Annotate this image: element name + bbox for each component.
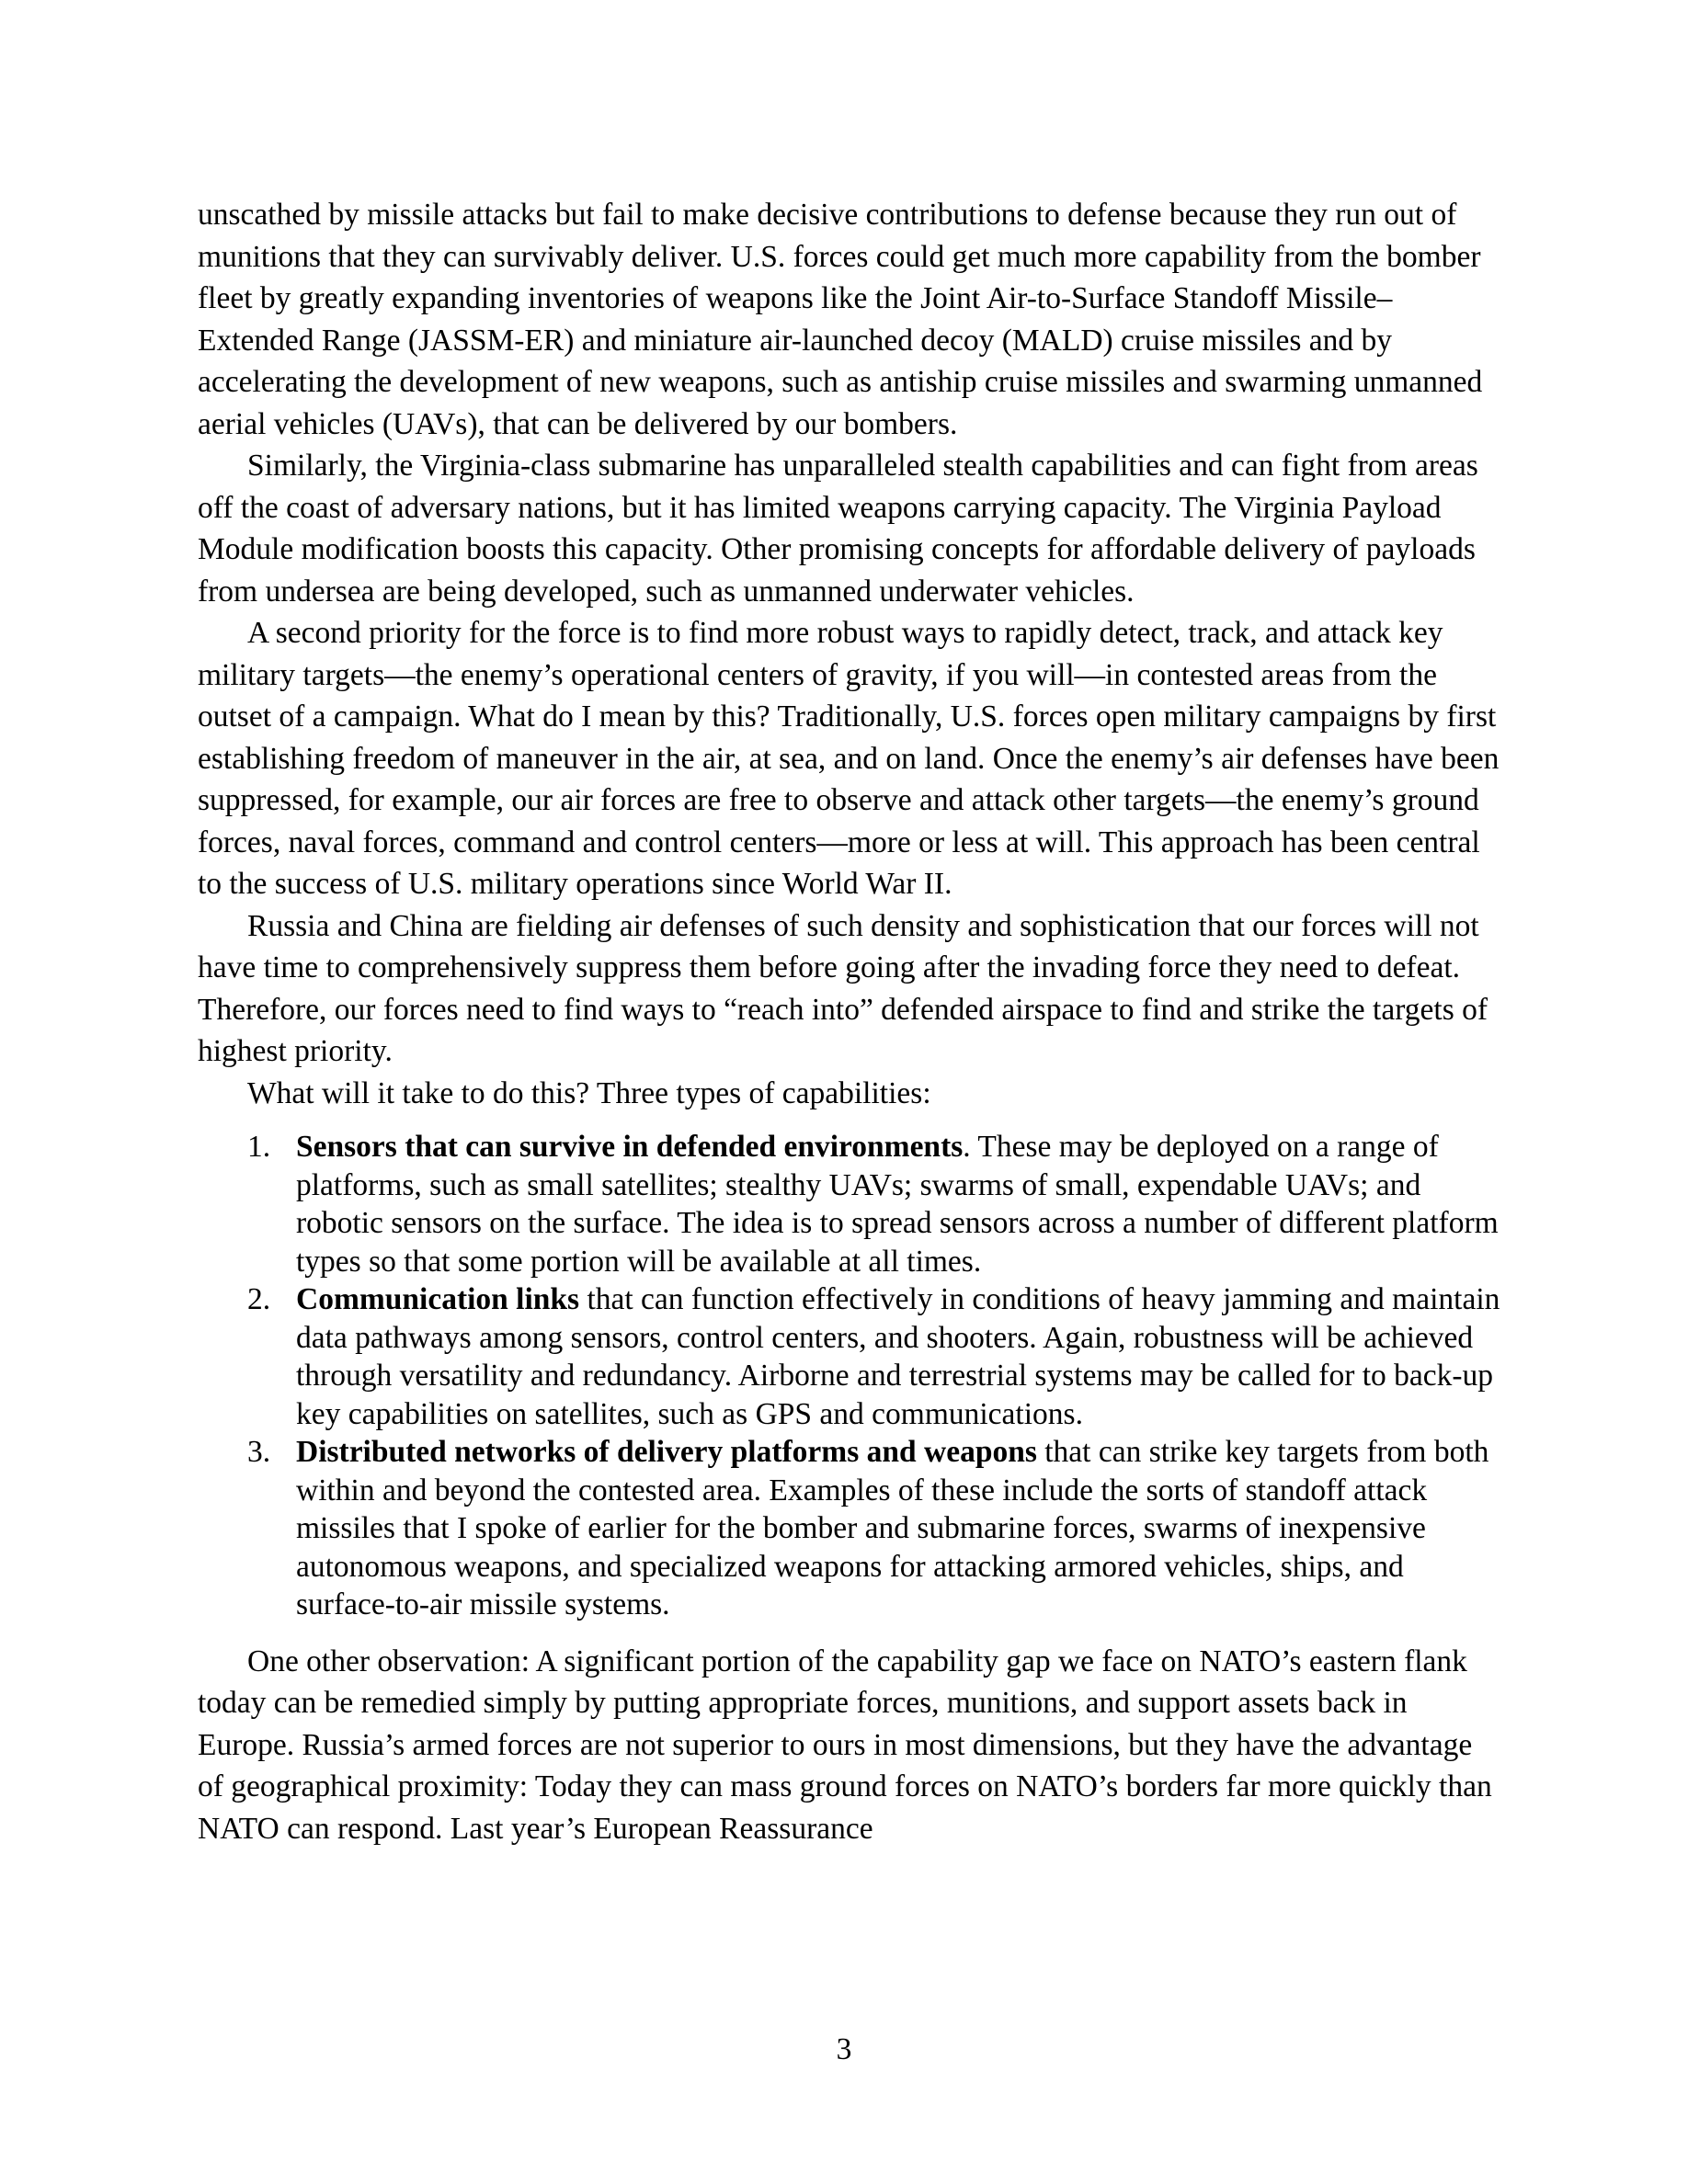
list-item-text: that can strike key targets from both within and beyond the contested area. Examples of these include the sorts of standoff attack missiles that I spoke of earlier for the bomber and submarine forces, swarms of inexpensive autonomous weapons, and specialized weapons for attacking armored vehicles, ships, and surface-to-air missile systems. <box>296 1435 1489 1621</box>
capabilities-list <box>198 1128 1503 1624</box>
paragraph-three-capabilities: What will it take to do this? Three types of capabilities: <box>247 1075 931 1110</box>
list-item-number: 1. <box>247 1130 271 1164</box>
list-item-heading: Distributed networks of delivery platforms and weapons <box>296 1435 1037 1469</box>
paragraph-second-priority: A second priority for the force is to find more robust ways to rapidly detect, track, and attack key military targets—the enemy’s operational centers of gravity, if you will—in contested areas from the outset of a campaign. What do I mean by this? Traditionally, U.S. forces open military campaigns by first establishing freedom of maneuver in the air, at sea, and on land. Once the enemy’s air defenses have been suppressed, for example, our air forces are free to observe and attack other targets—the enemy’s ground forces, naval forces, command and control centers—more or less at will. This approach has been central to the success of U.S. military operations since World War II. <box>198 616 1500 901</box>
list-item-number: 2. <box>247 1282 271 1316</box>
list-item-heading: Communication links <box>296 1282 580 1316</box>
list-item-text: . These may be deployed on a range of platforms, such as small satellites; stealthy UAVs; swarms of small, expendable UAVs; and robotic sensors on the surface. The idea is to spread sensors across a number of different platform types so that some portion will be available at all times. <box>296 1130 1499 1279</box>
paragraph-nato-observation: One other observation: A significant portion of the capability gap we face on NATO’s eastern flank today can be remedied simply by putting appropriate forces, munitions, and support assets back in Europe. Russia’s armed forces are not superior to ours in most dimensions, but they have the advantage of geographical proximity: Today they can mass ground forces on NATO’s borders far more quickly than NATO can respond. Last year’s European Reassurance <box>198 1644 1492 1846</box>
document-body <box>198 194 1503 1849</box>
list-item <box>198 1128 1503 1280</box>
list-item-text: that can function effectively in conditions of heavy jamming and maintain data pathways among sensors, control centers, and shooters. Again, robustness will be achieved through versatility and redundancy. Airborne and terrestrial systems may be called for to back-up key capabilities on satellites, such as GPS and communications. <box>296 1282 1500 1431</box>
paragraph-virginia-class: Similarly, the Virginia-class submarine has unparalleled stealth capabilities and can fight from areas off the coast of adversary nations, but it has limited weapons carrying capacity. The Virginia Payload Module modification boosts this capacity. Other promising concepts for affordable delivery of payloads from undersea are being developed, such as unmanned underwater vehicles. <box>198 449 1478 609</box>
page-number: 3 <box>836 2032 852 2066</box>
list-item-number: 3. <box>247 1435 271 1469</box>
list-item-heading: Sensors that can survive in defended environments <box>296 1130 964 1164</box>
paragraph-russia-china: Russia and China are fielding air defenses of such density and sophistication that our forces will not have time to comprehensively suppress them before going after the invading force they need to defeat. Therefore, our forces need to find ways to “reach into” defended airspace to find and strike the targets of highest priority. <box>198 908 1488 1068</box>
list-item <box>198 1433 1503 1624</box>
paragraph-continuation: unscathed by missile attacks but fail to make decisive contributions to defense because they run out of munitions that they can survivably deliver. U.S. forces could get much more capability from the bomber fleet by greatly expanding inventories of weapons like the Joint Air-to-Surface Standoff Missile–Extended Range (JASSM-ER) and miniature air-launched decoy (MALD) cruise missiles and by accelerating the development of new weapons, such as antiship cruise missiles and swarming unmanned aerial vehicles (UAVs), that can be delivered by our bombers. <box>198 198 1483 441</box>
list-item <box>198 1280 1503 1433</box>
